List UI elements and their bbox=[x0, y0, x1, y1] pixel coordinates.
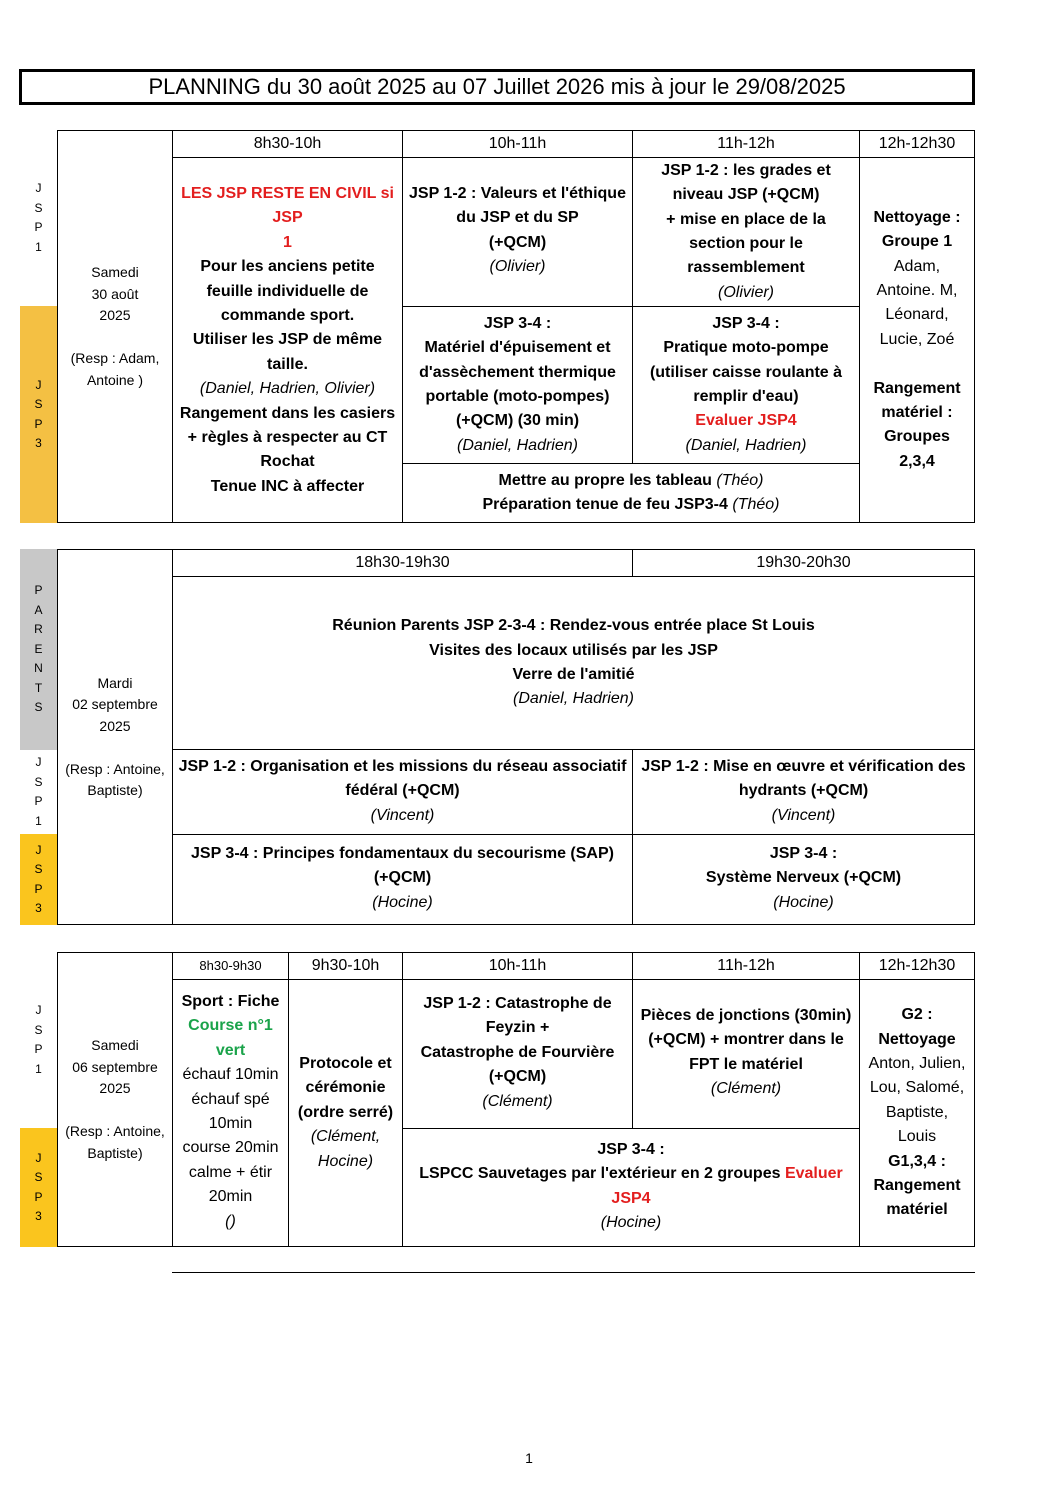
group-names: Lou, Salomé, bbox=[869, 1079, 965, 1097]
activity-text: calme + étir bbox=[188, 1163, 273, 1181]
band-jsp3 bbox=[20, 834, 57, 925]
band-letter: S bbox=[34, 397, 43, 411]
cleanup-cell bbox=[859, 979, 975, 1247]
band-letter: 3 bbox=[35, 901, 42, 915]
day-date: 02 septembre bbox=[72, 696, 158, 712]
spacer bbox=[113, 327, 117, 349]
activity-text: Verre de l'amitié bbox=[512, 666, 635, 683]
band-letter: J bbox=[35, 1150, 42, 1165]
instructors: (Daniel, Hadrien, Olivier) bbox=[199, 380, 376, 398]
activity-text: (+QCM) bbox=[488, 1068, 547, 1086]
page-title: PLANNING du 30 août 2025 au 07 Juillet 2026 mis à jour le 29/08/2025 bbox=[19, 69, 975, 105]
instructors: (Olivier) bbox=[489, 258, 546, 276]
activity-text: (utiliser caisse roulante à bbox=[649, 363, 843, 381]
activity-text: Nettoyage : bbox=[873, 208, 961, 226]
activity-text: Pièces de jonctions (30min) bbox=[640, 1007, 852, 1024]
day-name: Mardi bbox=[97, 674, 133, 691]
day-resp: Baptiste) bbox=[87, 782, 143, 798]
activity-text: 2,3,4 bbox=[899, 452, 935, 470]
cleanup-cell bbox=[859, 157, 975, 523]
activity-text: Utiliser les JSP de même bbox=[192, 331, 383, 349]
band-letter: E bbox=[34, 641, 43, 656]
alert-text: LES JSP RESTE EN CIVIL si JSP bbox=[181, 185, 394, 227]
alert-text: 1 bbox=[283, 233, 292, 251]
activity-text: 10min bbox=[208, 1115, 253, 1133]
activity-text: LSPCC Sauvetages par l'extérieur en 2 groupes bbox=[419, 1165, 781, 1183]
day-name: Samedi bbox=[91, 1037, 139, 1053]
spacer bbox=[113, 737, 117, 759]
activity-cell bbox=[632, 157, 860, 307]
activity-text: matériel : bbox=[881, 404, 953, 422]
activity-text: G2 : bbox=[901, 1006, 933, 1024]
page-number: 1 bbox=[525, 1450, 533, 1466]
group-names: Léonard, bbox=[885, 306, 949, 324]
activity-text: + règles à respecter au CT bbox=[187, 429, 388, 447]
instructors: (Hocine) bbox=[773, 893, 834, 911]
meeting-cell bbox=[172, 576, 975, 750]
day-year: 2025 bbox=[99, 307, 131, 323]
group-names: Anton, Julien, bbox=[868, 1054, 966, 1072]
instructors: (Daniel, Hadrien) bbox=[513, 690, 634, 708]
instructors: (Daniel, Hadrien) bbox=[457, 436, 578, 454]
group-names: Lucie, Zoé bbox=[879, 330, 955, 348]
instructors: (Théo) bbox=[732, 496, 780, 513]
activity-text: JSP 1-2 : Valeurs et l'éthique bbox=[409, 185, 626, 202]
instructors: (Daniel, Hadrien) bbox=[685, 436, 807, 454]
band-letter: P bbox=[34, 416, 43, 431]
day-date: 30 août bbox=[91, 285, 139, 302]
activity-cell bbox=[402, 979, 633, 1129]
activity-text: Groupe 1 bbox=[881, 233, 953, 251]
band-letter: P bbox=[34, 1189, 43, 1204]
day-resp: Baptiste) bbox=[87, 1144, 143, 1161]
activity-text: hydrants (+QCM) bbox=[738, 782, 869, 800]
activity-text: (+QCM) + montrer dans le bbox=[648, 1031, 844, 1049]
activity-text: Rangement bbox=[873, 1177, 961, 1195]
day-cell bbox=[57, 130, 173, 523]
activity-cell bbox=[632, 306, 860, 464]
activity-text: JSP 1-2 : les grades et bbox=[661, 161, 831, 179]
activity-text: Réunion Parents JSP 2-3-4 : Rendez-vous entrée place St Louis bbox=[332, 617, 815, 635]
activity-text: Tenue INC à affecter bbox=[210, 477, 365, 495]
activity-cell bbox=[402, 157, 633, 307]
day-cell bbox=[57, 952, 173, 1247]
activity-text: + mise en place de la bbox=[666, 210, 826, 228]
band-jsp1 bbox=[20, 952, 57, 1128]
band-letter: P bbox=[34, 1042, 43, 1056]
time-header: 18h30-19h30 bbox=[172, 549, 633, 577]
instructors: (Hocine) bbox=[600, 1214, 662, 1232]
activity-text: Rangement bbox=[873, 379, 961, 397]
band-letter: S bbox=[34, 774, 43, 789]
activity-text: matériel bbox=[886, 1201, 948, 1219]
day-cell bbox=[57, 549, 173, 925]
band-jsp1 bbox=[20, 130, 57, 306]
activity-cell bbox=[172, 749, 633, 835]
evaluation-alert: Evaluer bbox=[784, 1165, 843, 1183]
band-letter: S bbox=[34, 200, 43, 215]
time-header: 19h30-20h30 bbox=[632, 549, 975, 577]
day-date: 06 septembre bbox=[72, 1058, 158, 1075]
evaluation-alert: Evaluer JSP4 bbox=[695, 412, 797, 430]
activity-cell bbox=[172, 834, 633, 925]
instructors: (Clément, bbox=[310, 1128, 381, 1146]
band-letter: P bbox=[34, 220, 43, 234]
band-letter: 3 bbox=[35, 436, 42, 450]
activity-text: Feyzin + bbox=[485, 1019, 550, 1037]
activity-text: niveau JSP (+QCM) bbox=[672, 186, 820, 204]
band-letter: S bbox=[34, 862, 43, 876]
activity-text: 20min bbox=[208, 1188, 253, 1206]
day-year: 2025 bbox=[99, 717, 131, 734]
band-letter: 1 bbox=[35, 813, 42, 828]
band-parents bbox=[20, 549, 57, 750]
activity-text: JSP 1-2 : Catastrophe de bbox=[423, 995, 612, 1012]
band-letter: 3 bbox=[35, 1209, 42, 1223]
band-jsp3 bbox=[20, 306, 57, 523]
time-header: 10h-11h bbox=[402, 952, 633, 980]
activity-text: Visites des locaux utilisés par les JSP bbox=[429, 641, 718, 659]
activity-text: (+QCM) (30 min) bbox=[455, 412, 580, 430]
activity-text: remplir d'eau) bbox=[693, 388, 799, 405]
day-resp: (Resp : Adam, bbox=[70, 350, 160, 366]
activity-text: échauf 10min bbox=[182, 1066, 279, 1084]
band-letter: J bbox=[35, 1003, 42, 1017]
activity-cell bbox=[632, 834, 975, 925]
activity-text: JSP 1-2 : Mise en œuvre et vérification des bbox=[641, 758, 966, 775]
activity-text: (+QCM) bbox=[488, 233, 547, 251]
instructors: (Théo) bbox=[716, 471, 764, 489]
evaluation-alert: JSP4 bbox=[611, 1189, 651, 1207]
activity-cell bbox=[402, 306, 633, 464]
activity-text: Matériel d'épuisement et bbox=[424, 339, 611, 357]
instructors: (Vincent) bbox=[370, 806, 435, 824]
band-jsp1 bbox=[20, 750, 57, 834]
activity-text: Rochat bbox=[260, 453, 315, 471]
activity-text: cérémonie bbox=[305, 1079, 386, 1097]
band-letter: N bbox=[34, 661, 43, 676]
activity-text: JSP 3-4 : bbox=[769, 845, 838, 862]
group-names: Louis bbox=[897, 1128, 937, 1146]
activity-text: Pratique moto-pompe bbox=[663, 339, 829, 357]
activity-text: fédéral (+QCM) bbox=[345, 782, 460, 800]
activity-text: Groupes bbox=[884, 428, 950, 446]
instructors: (Vincent) bbox=[771, 806, 836, 824]
activity-text: Système Nerveux (+QCM) bbox=[705, 869, 902, 887]
day-name: Samedi bbox=[91, 264, 139, 280]
band-letter: S bbox=[34, 1170, 43, 1184]
activity-text: Catastrophe de Fourvière bbox=[420, 1043, 615, 1061]
instructors: (Hocine) bbox=[372, 893, 433, 911]
day-resp: (Resp : Antoine, bbox=[65, 1123, 165, 1139]
time-header: 8h30-9h30 bbox=[172, 952, 289, 980]
activity-cell bbox=[288, 979, 403, 1247]
activity-text: commande sport. bbox=[220, 307, 355, 325]
band-letter: A bbox=[34, 602, 43, 617]
activity-text: FPT le matériel bbox=[689, 1055, 803, 1073]
activity-text: course 20min bbox=[182, 1139, 279, 1157]
day-resp: Antoine ) bbox=[86, 371, 144, 388]
course-label: vert bbox=[215, 1041, 246, 1059]
activity-text: G1,3,4 : bbox=[888, 1152, 946, 1170]
group-names: Adam, bbox=[893, 257, 941, 275]
activity-text: portable (moto-pompes) bbox=[425, 388, 610, 405]
time-header: 8h30-10h bbox=[172, 130, 403, 158]
spacer bbox=[113, 1100, 117, 1122]
instructors: (Clément) bbox=[482, 1092, 553, 1110]
band-jsp3 bbox=[20, 1128, 57, 1247]
instructors: (Olivier) bbox=[718, 283, 774, 301]
band-letter: J bbox=[35, 842, 42, 857]
activity-text: taille. bbox=[267, 355, 308, 373]
course-label: Course n°1 bbox=[188, 1017, 273, 1035]
time-header: 11h-12h bbox=[632, 952, 860, 980]
band-letter: J bbox=[35, 181, 42, 195]
activity-cell bbox=[402, 463, 860, 523]
activity-text: (+QCM) bbox=[373, 869, 432, 887]
activity-text: Sport : Fiche bbox=[181, 993, 280, 1010]
activity-text: Préparation tenue de feu JSP3-4 bbox=[482, 496, 728, 513]
spacer bbox=[915, 352, 919, 376]
activity-text: JSP 3-4 : bbox=[483, 314, 552, 332]
instructors: Hocine) bbox=[317, 1152, 374, 1170]
band-letter: 1 bbox=[35, 239, 42, 254]
time-header: 12h-12h30 bbox=[859, 130, 975, 158]
group-names: Antoine. M, bbox=[876, 281, 958, 299]
activity-text: (ordre serré) bbox=[297, 1103, 394, 1121]
time-header: 11h-12h bbox=[632, 130, 860, 158]
day-resp: (Resp : Antoine, bbox=[65, 760, 165, 777]
activity-cell bbox=[172, 157, 403, 523]
sport-cell bbox=[172, 979, 289, 1247]
band-letter: 1 bbox=[35, 1061, 42, 1076]
band-letter: R bbox=[34, 622, 43, 637]
band-letter: S bbox=[34, 1022, 43, 1037]
day-year: 2025 bbox=[99, 1080, 131, 1096]
band-letter: S bbox=[34, 700, 43, 715]
instructors: (Clément) bbox=[710, 1080, 782, 1098]
band-letter: P bbox=[34, 794, 43, 808]
activity-text: JSP 3-4 : bbox=[712, 314, 780, 332]
activity-text: Mettre au propre les tableau bbox=[498, 471, 712, 489]
activity-text: Pour les anciens petite bbox=[200, 258, 375, 276]
activity-text: Protocole et bbox=[299, 1054, 392, 1072]
activity-cell bbox=[632, 979, 860, 1129]
band-letter: J bbox=[35, 377, 42, 392]
activity-text: JSP 3-4 : bbox=[597, 1141, 665, 1158]
activity-text: JSP 1-2 : Organisation et les missions du réseau associatif bbox=[178, 758, 627, 775]
band-letter: T bbox=[34, 680, 43, 695]
activity-text: section pour le bbox=[689, 235, 803, 252]
time-header: 9h30-10h bbox=[288, 952, 403, 980]
activity-text: Rangement dans les casiers bbox=[179, 404, 396, 422]
activity-cell bbox=[632, 749, 975, 835]
activity-cell bbox=[402, 1128, 860, 1247]
time-header: 10h-11h bbox=[402, 130, 633, 158]
divider bbox=[172, 1272, 975, 1273]
band-letter: P bbox=[34, 881, 43, 896]
instructors: () bbox=[225, 1212, 236, 1230]
activity-text: d'assèchement thermique bbox=[419, 363, 616, 381]
band-letter: J bbox=[35, 755, 42, 769]
activity-text: du JSP et du SP bbox=[456, 209, 579, 227]
time-header: 12h-12h30 bbox=[859, 952, 975, 980]
activity-text: Nettoyage bbox=[878, 1030, 956, 1048]
band-letter: P bbox=[34, 583, 43, 598]
activity-text: JSP 3-4 : Principes fondamentaux du secourisme (SAP) bbox=[191, 845, 614, 862]
group-names: Baptiste, bbox=[885, 1103, 949, 1121]
activity-text: échauf spé bbox=[191, 1090, 270, 1108]
activity-text: feuille individuelle de bbox=[206, 282, 369, 300]
activity-text: rassemblement bbox=[687, 259, 805, 277]
